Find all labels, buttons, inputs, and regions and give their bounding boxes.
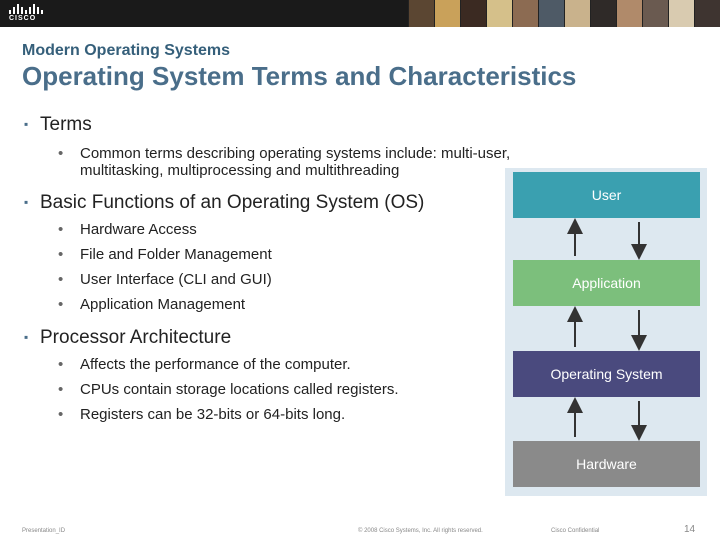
bullet-item: • User Interface (CLI and GUI)	[58, 271, 272, 288]
header-photo-tile	[538, 0, 564, 27]
dot-bullet-icon: •	[58, 145, 64, 162]
layer-application: Application	[513, 260, 700, 306]
header-photo-tile	[486, 0, 512, 27]
header-photo-strip	[408, 0, 720, 27]
footer-copyright: © 2008 Cisco Systems, Inc. All rights reserved.	[358, 528, 483, 534]
dot-bullet-icon: •	[58, 271, 64, 288]
diagram-arrows	[505, 168, 707, 496]
header-photo-tile	[590, 0, 616, 27]
bullet-terms-text: Common terms describing operating systems include: multi-user, multitasking, multiprocessing and multithreading	[80, 145, 511, 179]
square-bullet-icon: ▪	[24, 117, 29, 131]
layer-hardware: Hardware	[513, 441, 700, 487]
dot-bullet-icon: •	[58, 296, 64, 313]
header-photo-tile	[434, 0, 460, 27]
slide-title: Operating System Terms and Characteristics	[22, 61, 577, 91]
os-layers-diagram	[505, 168, 707, 496]
section-heading-basic-functions: ▪ Basic Functions of an Operating System (OS)	[24, 192, 425, 213]
header-photo-tile	[512, 0, 538, 27]
header-photo-tile	[694, 0, 720, 27]
dot-bullet-icon: •	[58, 356, 64, 373]
slide-subtitle: Modern Operating Systems	[22, 42, 231, 59]
bullet-item: • File and Folder Management	[58, 246, 272, 263]
header-photo-tile	[564, 0, 590, 27]
page-number: 14	[684, 524, 696, 535]
dot-bullet-icon: •	[58, 381, 64, 398]
header-photo-tile	[408, 0, 434, 27]
cisco-logo-bars-icon	[9, 4, 45, 14]
square-bullet-icon: ▪	[24, 195, 29, 209]
layer-operating-system: Operating System	[513, 351, 700, 397]
bullet-item: • Affects the performance of the computer.	[58, 356, 351, 373]
layer-user: User	[513, 172, 700, 218]
header-photo-tile	[616, 0, 642, 27]
cisco-logo	[9, 4, 45, 24]
bullet-item: • Application Management	[58, 296, 246, 313]
square-bullet-icon: ▪	[24, 330, 29, 344]
section-heading-terms: ▪ Terms	[24, 114, 92, 135]
header-photo-tile	[668, 0, 694, 27]
bullet-item: • Registers can be 32-bits or 64-bits long.	[58, 406, 346, 423]
bullet-item: • Hardware Access	[58, 221, 197, 238]
cisco-logo-text: CISCO	[9, 15, 37, 22]
dot-bullet-icon: •	[58, 221, 64, 238]
header-photo-tile	[642, 0, 668, 27]
section-heading-processor-architecture: ▪ Processor Architecture	[24, 327, 232, 348]
footer-presentation-id: Presentation_ID	[22, 528, 66, 534]
header-photo-tile	[460, 0, 486, 27]
dot-bullet-icon: •	[58, 406, 64, 423]
footer-confidential: Cisco Confidential	[551, 528, 600, 534]
dot-bullet-icon: •	[58, 246, 64, 263]
header-banner	[0, 0, 720, 27]
bullet-item: • CPUs contain storage locations called registers.	[58, 381, 399, 398]
